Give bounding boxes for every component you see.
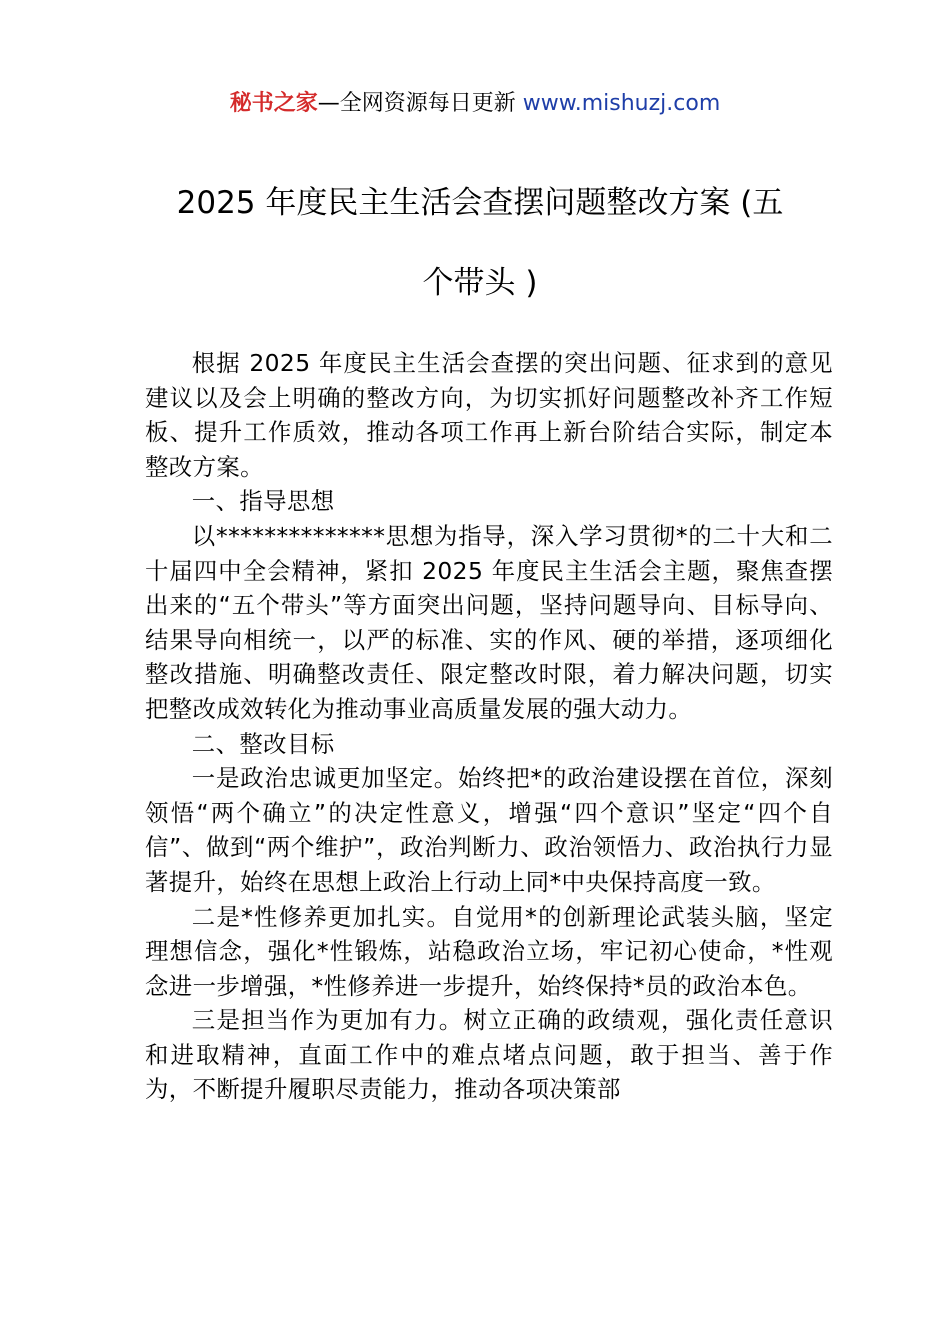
brand-name: 秘书之家 <box>229 91 318 116</box>
guiding-thought-paragraph: 以**************思想为指导，深入学习贯彻*的二十大和二十届四中全会精神，紧扣 2025 年度民主生活会主题，聚焦查摆出来的“五个带头”等方面突出问题，坚持问题导向、目标导向、结果导向相统一，以严的标准、实的作风、硬的举措，逐项细化整改措施、明确整改责任、限定整改时限，着力解决问题，切实把整改成效转化为推动事业高质量发展的强大动力。 <box>145 521 833 723</box>
header-tagline: —全网资源每日更新 <box>317 91 523 116</box>
document-title <box>140 163 820 323</box>
document-body <box>145 346 833 1107</box>
section-heading-goals: 二、整改目标 <box>191 729 335 758</box>
document-title-line-2: 个带头 ) <box>422 265 538 301</box>
goal-paragraph-2: 二是*性修养更加扎实。自觉用*的创新理论武装头脑，坚定理想信念，强化*性锻炼，站稳政治立场，牢记初心使命，*性观念进一步增强，*性修养进一步提升，始终保持*员的政治本色。 <box>145 902 833 1000</box>
document-title-line-1: 2025 年度民主生活会查摆问题整改方案 (五 <box>176 185 784 221</box>
intro-paragraph: 根据 2025 年度民主生活会查摆的突出问题、征求到的意见建议以及会上明确的整改方向，为切实抓好问题整改补齐工作短板、提升工作质效，推动各项工作再上新台阶结合实际，制定本整改方案。 <box>145 349 833 481</box>
section-heading-guiding-thought: 一、指导思想 <box>191 487 335 516</box>
site-header <box>0 88 950 120</box>
goal-paragraph-3: 三是担当作为更加有力。树立正确的政绩观，强化责任意识和进取精神，直面工作中的难点堵点问题，敢于担当、善于作为，不断提升履职尽责能力，推动各项决策部 <box>145 1006 833 1104</box>
goal-paragraph-1: 一是政治忠诚更加坚定。始终把*的政治建设摆在首位，深刻领悟“两个确立”的决定性意义，增强“四个意识”坚定“四个自信”、做到“两个维护”，政治判断力、政治领悟力、政治执行力显著提升，始终在思想上政治上行动上同*中央保持高度一致。 <box>145 764 833 896</box>
site-url-link[interactable]: www.mishuzj.com <box>522 91 721 116</box>
